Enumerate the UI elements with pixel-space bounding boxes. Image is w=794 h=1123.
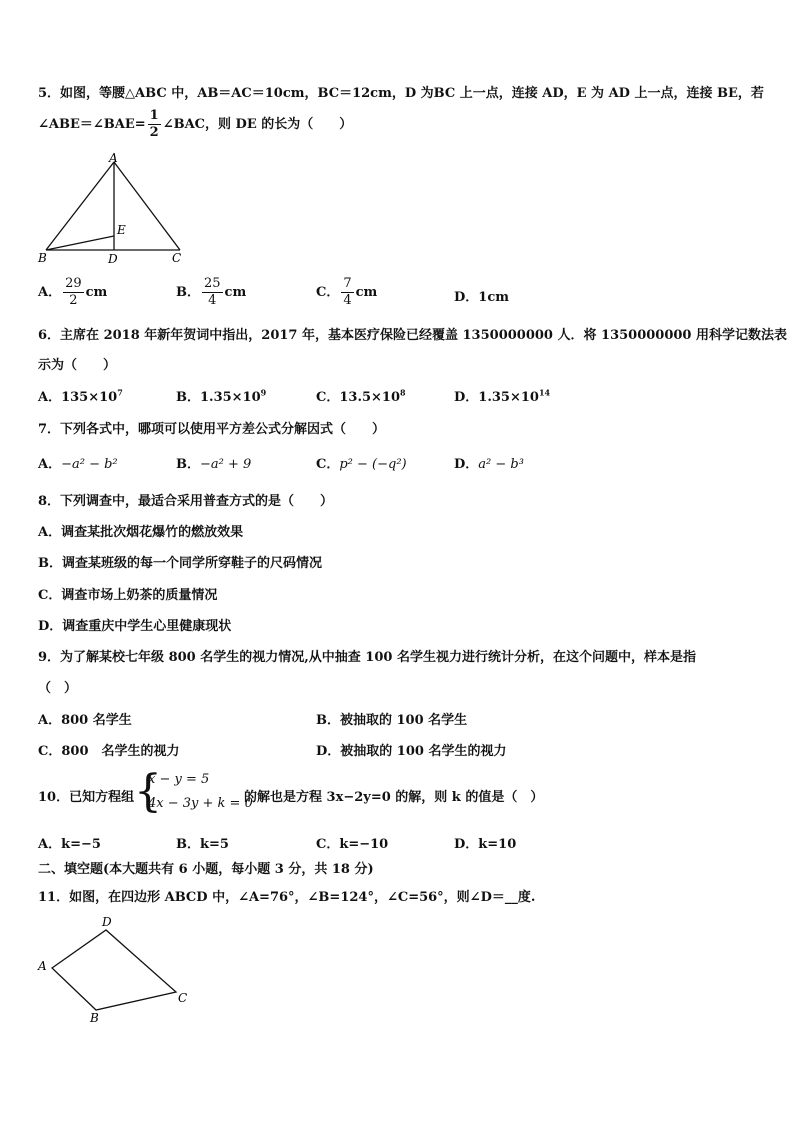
q10-option-a[interactable]: A．k=−5 — [38, 837, 101, 852]
q5-option-b[interactable]: B． $\frac{25}{4}$ cm — [176, 276, 247, 308]
q5-fraction: $\frac{1}{2}$ — [149, 108, 159, 140]
q7-option-a[interactable]: A．−a² − b² — [38, 457, 118, 472]
q11-line1: 11．如图，在四边形 ABCD 中，∠A=76°，∠B=124°，∠C=56°，则∠D＝__度. — [38, 890, 536, 905]
label-d: D — [108, 252, 118, 266]
q10-system-brace: { — [134, 766, 162, 817]
q6-option-c[interactable]: C．$13.5\times 10^8$ — [316, 387, 406, 405]
quadrilateral-abcd — [52, 930, 176, 1010]
label-e: E — [117, 223, 126, 237]
label-b: B — [90, 1011, 99, 1025]
q9-option-b[interactable]: B．被抽取的 100 名学生 — [316, 713, 468, 728]
q5-option-c[interactable]: C． $\frac{7}{4}$ cm — [316, 276, 378, 308]
q9-option-c[interactable]: C．800 名学生的视力 — [38, 744, 180, 759]
q8-option-d[interactable]: D．调查重庆中学生心里健康现状 — [38, 619, 232, 634]
q5-option-d[interactable]: D．1cm — [454, 290, 509, 305]
segment-be — [46, 236, 114, 250]
q8-option-c[interactable]: C．调查市场上奶茶的质量情况 — [38, 588, 218, 603]
q9-line1: 9．为了解某校七年级 800 名学生的视力情况,从中抽查 100 名学生视力进行统计分析，在这个问题中，样本是指 — [38, 650, 696, 665]
q10-option-c[interactable]: C．k=−10 — [316, 837, 389, 852]
q10-prefix: 10．已知方程组 — [38, 790, 135, 805]
q11-quadrilateral-figure — [34, 912, 204, 1028]
q5-triangle-figure — [34, 150, 194, 266]
q5-option-a[interactable]: A． $\frac{29}{2}$ cm — [38, 276, 108, 308]
q10-suffix: 的解也是方程 3x−2y=0 的解，则 k 的值是（ ） — [244, 790, 544, 805]
section-heading: 二、填空题(本大题共有 6 小题，每小题 3 分，共 18 分) — [38, 862, 374, 877]
label-b: B — [38, 251, 47, 265]
label-c: C — [172, 251, 182, 265]
q7-option-c[interactable]: C．p² − (−q²) — [316, 457, 407, 472]
q10-eq2: 4x − 3y + k = 0 — [148, 796, 253, 811]
q5-line2-pre: ∠ABE＝∠BAE= — [38, 117, 146, 132]
q8-option-b[interactable]: B．调查某班级的每一个同学所穿鞋子的尺码情况 — [38, 556, 322, 571]
label-d: D — [102, 915, 112, 929]
q6-line1: 6．主席在 2018 年新年贺词中指出，2017 年，基本医疗保险已经覆盖 1350000000 人．将 1350000000 用科学记数法表 — [38, 328, 787, 343]
q7-option-d[interactable]: D．a² − b³ — [454, 457, 524, 472]
q5-line1: 5．如图，等腰△ABC 中，AB＝AC＝10cm，BC＝12cm，D 为BC 上一点，连接 AD，E 为 AD 上一点，连接 BE，若 — [38, 86, 764, 101]
q5-line2 — [38, 108, 352, 141]
q6-option-b[interactable]: B．$1.35\times 10^9$ — [176, 387, 267, 405]
q9-option-a[interactable]: A．800 名学生 — [38, 713, 132, 728]
edge-ab — [46, 162, 114, 250]
q5-line2-post: ∠BAC，则 DE 的长为（ ） — [162, 117, 353, 132]
label-c: C — [178, 991, 188, 1005]
q6-option-d[interactable]: D．$1.35\times 10^{14}$ — [454, 387, 551, 405]
q8-line1: 8．下列调查中，最适合采用普查方式的是（ ） — [38, 494, 334, 509]
label-a: A — [109, 151, 118, 165]
q7-option-b[interactable]: B．−a² + 9 — [176, 457, 252, 472]
q9-option-d[interactable]: D．被抽取的 100 名学生的视力 — [316, 744, 507, 759]
q6-line2: 示为（ ） — [38, 358, 117, 373]
q10-eq1: x − y = 5 — [148, 772, 210, 787]
q8-option-a[interactable]: A．调查某批次烟花爆竹的燃放效果 — [38, 525, 244, 540]
label-a: A — [38, 959, 47, 973]
q9-line2: （ ） — [38, 681, 78, 696]
q10-option-d[interactable]: D．k=10 — [454, 837, 517, 852]
q7-line1: 7．下列各式中，哪项可以使用平方差公式分解因式（ ） — [38, 422, 386, 437]
q6-option-a[interactable]: A．$135\times 10^7$ — [38, 387, 123, 405]
q10-option-b[interactable]: B．k=5 — [176, 837, 229, 852]
